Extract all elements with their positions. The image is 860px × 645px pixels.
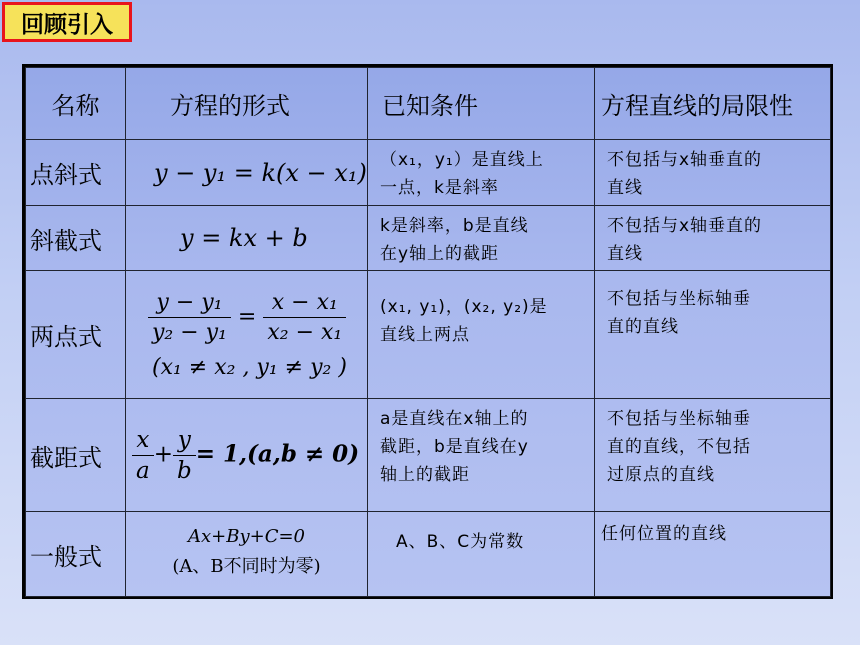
- condition-cell: [368, 399, 595, 512]
- condition-cell: [368, 271, 595, 399]
- formula-point-slope: y − y₁ = k(x − x₁): [126, 140, 368, 206]
- limitation-line: 不包括与坐标轴垂: [607, 409, 751, 429]
- condition-line: 一点，k是斜率: [380, 178, 499, 198]
- limitation-cell: [595, 512, 831, 597]
- limitation-cell: [595, 140, 831, 206]
- general-equation: Ax+By+C=0: [187, 526, 306, 547]
- row-name: 两点式: [26, 271, 126, 399]
- condition-line: k是斜率，b是直线: [380, 216, 529, 236]
- limitation-cell: [595, 399, 831, 512]
- condition-line: a是直线在x轴上的: [380, 409, 529, 429]
- general-constraint: (A、B不同时为零): [172, 556, 321, 577]
- formula-slope-intercept: y = kx + b: [126, 206, 368, 271]
- limitation-line: 直的直线，不包括: [607, 437, 751, 457]
- table-row: [26, 399, 831, 512]
- header-condition: 已知条件: [368, 68, 595, 140]
- fraction-right: $\frac{\text{x − x₁}}{\text{x₂ − x₁}}$: [263, 290, 346, 345]
- header-name: 名称: [26, 68, 126, 140]
- condition-line: A、B、C为常数: [396, 532, 525, 552]
- limitation-line: 不包括与x轴垂直的: [607, 216, 763, 236]
- condition-line: 直线上两点: [380, 325, 470, 345]
- limitation-line: 任何位置的直线: [601, 524, 727, 544]
- fraction-x-over-a: $\frac{x}{a}$: [132, 427, 154, 484]
- table-row: [26, 271, 831, 399]
- row-name: 截距式: [26, 399, 126, 512]
- section-badge: 回顾引入: [2, 2, 132, 42]
- limitation-line: 直线: [607, 244, 643, 264]
- limitation-line: 过原点的直线: [607, 465, 715, 485]
- intercept-tail: = 1,(a,b ≠ 0): [195, 440, 360, 467]
- two-point-constraint: (x₁ ≠ x₂ , y₁ ≠ y₂ ): [152, 354, 347, 380]
- header-limitation: 方程直线的局限性: [595, 68, 831, 140]
- limitation-line: 直的直线: [607, 317, 679, 337]
- condition-cell: [368, 206, 595, 271]
- formula-two-point: $\frac{\text{y − y₁}}{\text{y₂ − y₁}}$ = $\frac{\text{x − x₁}}{\text{x₂ − x₁}}$ (x₁ ≠ x₂ , y₁ ≠ y₂ ): [126, 271, 368, 399]
- header-form: 方程的形式: [126, 68, 368, 140]
- limitation-line: 不包括与x轴垂直的: [607, 150, 763, 170]
- formula-general: [126, 512, 368, 597]
- table-row: [26, 140, 831, 206]
- condition-line: （x₁，y₁）是直线上: [380, 150, 544, 170]
- limitation-line: 不包括与坐标轴垂: [607, 289, 751, 309]
- limitation-line: 直线: [607, 178, 643, 198]
- table-header-row: [26, 68, 831, 140]
- limitation-cell: [595, 271, 831, 399]
- row-name: 斜截式: [26, 206, 126, 271]
- condition-line: (x₁, y₁)，(x₂, y₂)是: [380, 297, 548, 317]
- table-row: [26, 512, 831, 597]
- fraction-y-over-b: $\frac{y}{b}$: [173, 427, 196, 484]
- fraction-left: $\frac{\text{y − y₁}}{\text{y₂ − y₁}}$: [148, 290, 231, 345]
- condition-cell: [368, 140, 595, 206]
- line-equation-table: [22, 64, 833, 599]
- condition-line: 截距，b是直线在y: [380, 437, 529, 457]
- formula-intercept: $\frac{x}{a}$ + $\frac{y}{b}$ = 1,(a,b ≠ 0): [126, 399, 368, 512]
- condition-cell: [368, 512, 595, 597]
- row-name: 点斜式: [26, 140, 126, 206]
- condition-line: 在y轴上的截距: [380, 244, 500, 264]
- condition-line: 轴上的截距: [380, 465, 470, 485]
- limitation-cell: [595, 206, 831, 271]
- row-name: 一般式: [26, 512, 126, 597]
- table-row: [26, 206, 831, 271]
